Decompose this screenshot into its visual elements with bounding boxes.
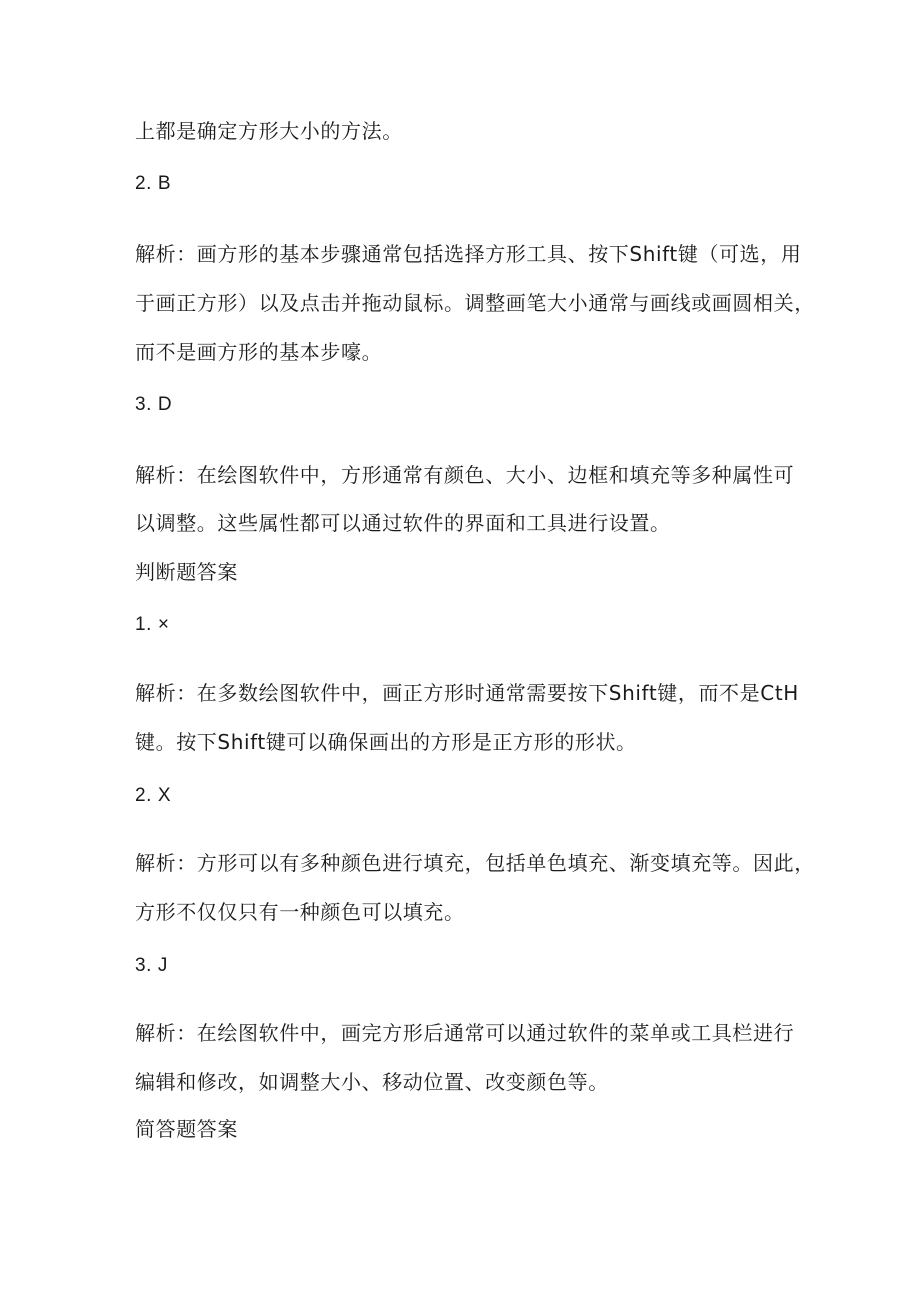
explanation-line: 解析：在多数绘图软件中，画正方形时通常需要按下Shift键，而不是CtH (135, 681, 799, 705)
answer-item: 2. B (135, 173, 172, 194)
answer-item: 2. X (135, 785, 172, 806)
answer-item: 1. × (135, 614, 170, 635)
explanation-line: 解析：画方形的基本步骤通常包括选择方形工具、按下Shift键（可选，用 (135, 242, 802, 266)
answer-item: 3. D (135, 394, 173, 415)
answer-item: 3. J (135, 955, 169, 976)
section-heading: 简答题答案 (135, 1117, 238, 1141)
explanation-line: 以调整。这些属性都可以通过软件的界面和工具进行设置。 (135, 511, 671, 535)
explanation-line: 解析：在绘图软件中，方形通常有颜色、大小、边框和填充等多种属性可 (135, 463, 795, 487)
explanation-line: 编辑和修改，如调整大小、移动位置、改变颜色等。 (135, 1070, 609, 1094)
explanation-line: 而不是画方形的基本步嚎。 (135, 340, 383, 364)
explanation-line: 于画正方形）以及点击并拖动鼠标。调整画笔大小通常与画线或画圆相关， (135, 291, 815, 315)
explanation-line: 键。按下Shift键可以确保画出的方形是正方形的形状。 (135, 730, 637, 754)
section-heading: 判断题答案 (135, 560, 238, 584)
explanation-line: 方形不仅仅只有一种颜色可以填充。 (135, 900, 465, 924)
explanation-line: 解析：方形可以有多种颜色进行填充，包括单色填充、渐变填充等。因此， (135, 851, 815, 875)
explanation-line: 解析：在绘图软件中，画完方形后通常可以通过软件的菜单或工具栏进行 (135, 1021, 795, 1045)
text-line: 上都是确定方形大小的方法。 (135, 119, 403, 143)
